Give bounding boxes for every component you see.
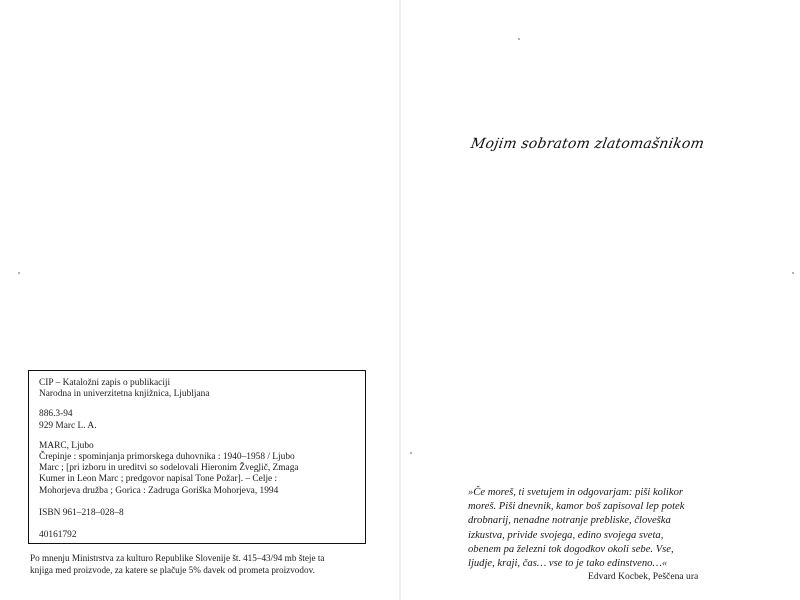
epigraph-line: ljudje, kraji, čas… vse to je tako edinstveno…« [468,558,668,570]
epigraph-line: drobnarij, nenadne notranje prebliske, človeška [468,515,671,527]
cip-library-line: Narodna in univerzitetna knjižnica, Ljubljana [39,389,210,400]
epigraph-line: »Če moreš, ti svetujem in odgovarjam: piši kolikor [468,487,683,498]
cip-description-line: Mohorjeva družba ; Gorica : Zadruga Goriška Mohorjeva, 1994 [39,485,279,496]
epigraph-quote [468,486,708,571]
cip-record-id: 40161792 [39,530,77,541]
cip-udc-line: 929 Marc L. A. [39,420,97,431]
epigraph-line: izkustva, privide svojega, edino svojega sveta, [468,529,664,541]
ministry-note-line: Po mnenju Ministrstva za kulturo Republike Slovenije št. 415–43/94 mb šteje ta [30,553,325,563]
epigraph-line: obenem pa železni tok dogodkov okoli sebe. Vse, [468,543,674,555]
ministry-note-line: knjiga med proizvode, za katere se plačuje 5% davek od prometa proizvodov. [30,565,315,575]
cip-description-line: Marc ; [pri izboru in ureditvi so sodelovali Hieronim Žveglič, Zmaga [39,463,299,474]
dedication: Mojim sobratom zlatomašnikom [469,136,706,152]
cip-description-line: Črepinje : spominjanja primorskega duhovnika : 1940–1958 / Ljubo [39,452,295,463]
ministry-tax-note [30,552,380,576]
epigraph-attribution: Edvard Kocbek, Peščena ura [588,571,699,582]
cip-record-box [28,370,366,544]
scan-speck [792,272,794,274]
cip-isbn: ISBN 961–218–028–8 [39,507,124,518]
cip-udc-line: 886.3-94 [39,409,73,420]
cip-author: MARC, Ljubo [39,440,94,451]
cip-header-line: CIP – Kataložni zapis o publikaciji [39,378,171,388]
scan-speck [18,272,20,274]
scan-speck [518,38,520,40]
cip-description-line: Kumer in Leon Marc ; predgovor napisal Tone Požar]. – Celje : [39,474,278,485]
epigraph-line: moreš. Piši dnevnik, kamor boš zapisoval lep potek [468,501,685,513]
scan-speck [410,452,412,454]
